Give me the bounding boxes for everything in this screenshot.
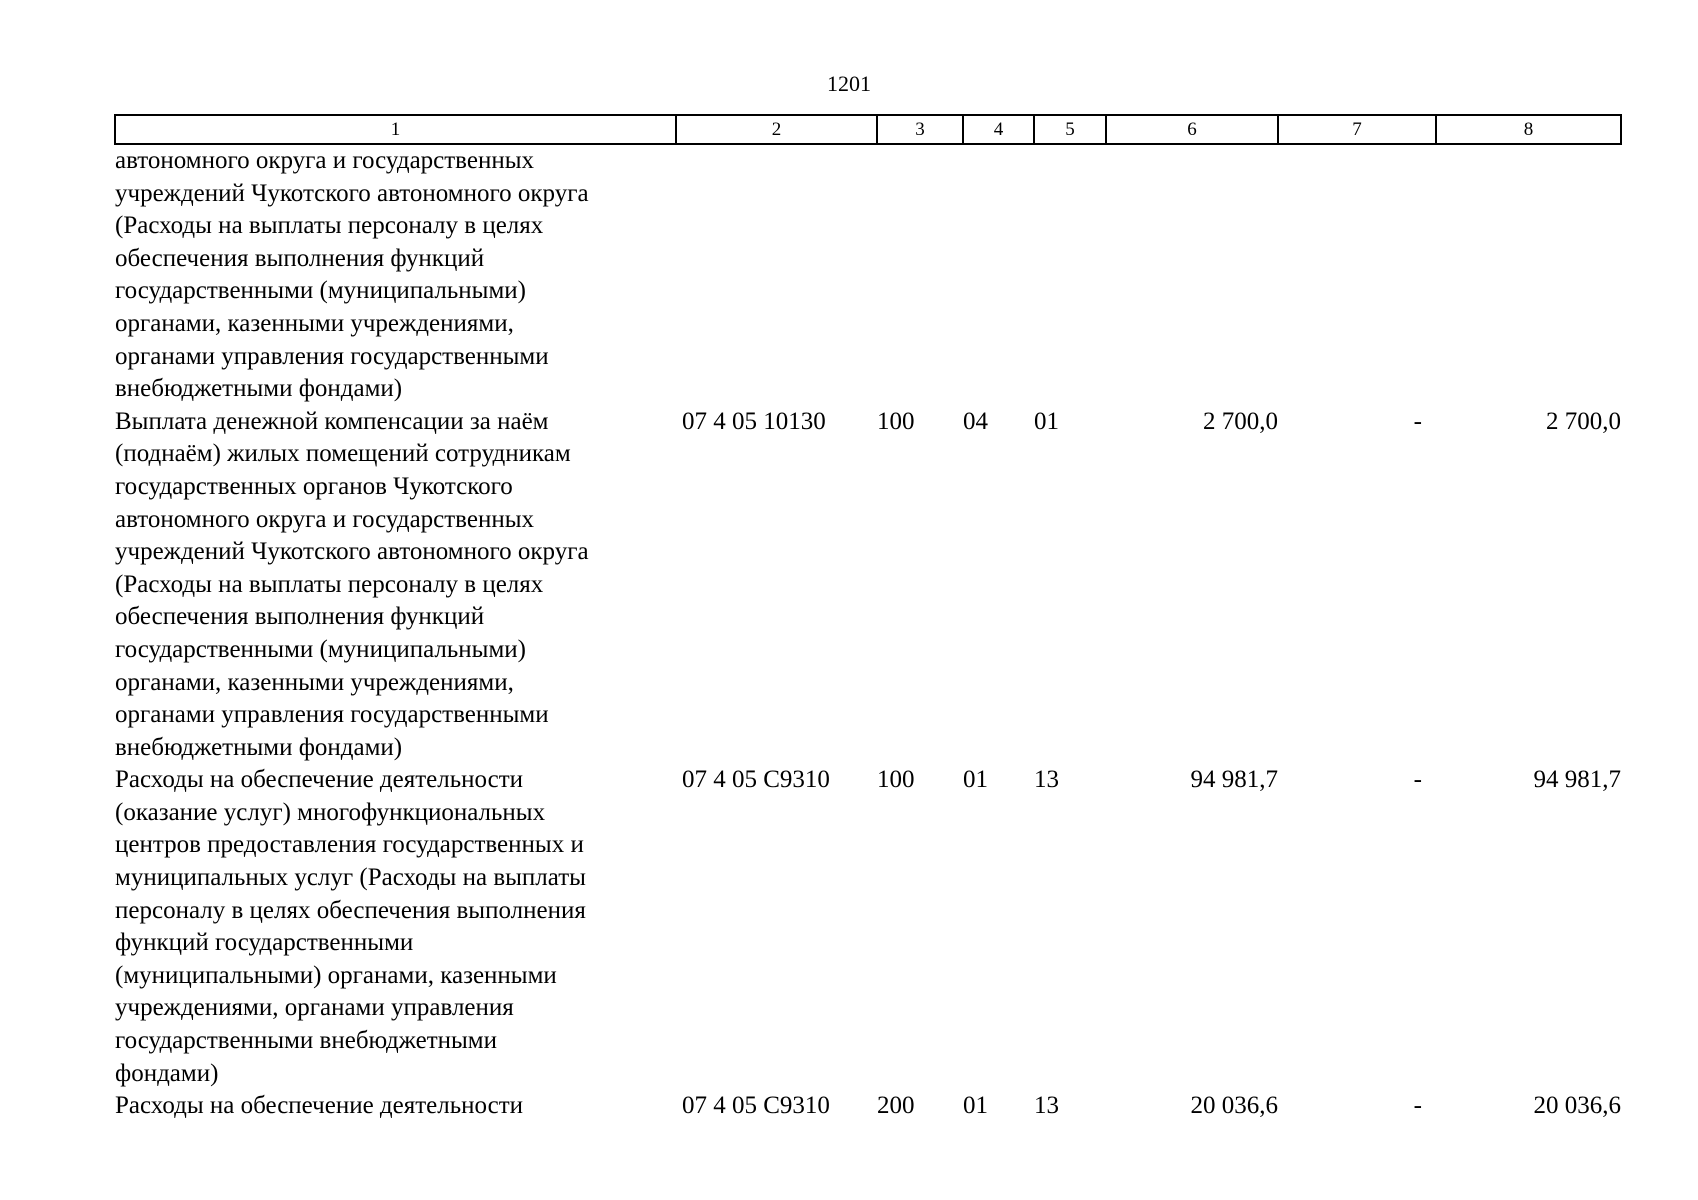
- row-section: 04: [963, 407, 988, 435]
- row-section: 01: [963, 1092, 988, 1120]
- row-subsection: 13: [1034, 1092, 1059, 1120]
- column-header-3: 3: [877, 115, 963, 144]
- header-row: [115, 115, 1621, 144]
- row-description: Расходы на обеспечение деятельности (оказание услуг) многофункциональных центров предоставления государственных и муниципальных услуг (Расходы на выплаты персоналу в целях обеспечения выполнения функций государственными (муниципальными) органами, казенными учреждениями, органами управления государственными внебюджетными фондами): [115, 766, 586, 1087]
- row-amount: 20 036,6: [1190, 1092, 1278, 1120]
- row-subsection: 13: [1034, 766, 1059, 794]
- row-expense-type: 100: [877, 766, 915, 794]
- row-change: -: [1413, 766, 1422, 794]
- column-header-5: 5: [1034, 115, 1106, 144]
- table-row: [115, 406, 1621, 765]
- table-body: [115, 144, 1621, 1123]
- table-header: [115, 115, 1621, 144]
- column-header-4: 4: [963, 115, 1034, 144]
- row-target-code: 07 4 05 С9310: [682, 766, 830, 794]
- row-expense-type: [877, 144, 963, 406]
- row-change: -: [1413, 407, 1422, 435]
- table-row: [115, 764, 1621, 1090]
- row-total: 2 700,0: [1546, 407, 1621, 435]
- row-section: 01: [963, 766, 988, 794]
- row-total: 94 981,7: [1533, 766, 1621, 794]
- column-header-2: 2: [676, 115, 877, 144]
- row-target-code: 07 4 05 С9310: [682, 1092, 830, 1120]
- row-expense-type: 200: [877, 1092, 915, 1120]
- row-change: -: [1413, 1092, 1422, 1120]
- row-section: [963, 144, 1034, 406]
- column-header-8: 8: [1436, 115, 1621, 144]
- row-total: [1436, 144, 1621, 406]
- row-expense-type: 100: [877, 407, 915, 435]
- row-description: Выплата денежной компенсации за наём (поднаём) жилых помещений сотрудникам государственных органов Чукотского автономного округа и государственных учреждений Чукотского автономного округа (Расходы на выплаты персоналу в целях обеспечения выполнения функций государственными (муниципальными) органами, казенными учреждениями, органами управления государственными внебюджетными фондами): [115, 407, 589, 761]
- column-header-1: 1: [115, 115, 676, 144]
- row-change: [1278, 144, 1436, 406]
- row-amount: 94 981,7: [1190, 766, 1278, 794]
- budget-table: [114, 114, 1622, 1123]
- row-subsection: [1034, 144, 1106, 406]
- row-total: 20 036,6: [1533, 1092, 1621, 1120]
- table-row: [115, 144, 1621, 406]
- row-description: Расходы на обеспечение деятельности: [115, 1092, 524, 1120]
- column-header-7: 7: [1278, 115, 1436, 144]
- row-target-code: 07 4 05 10130: [682, 407, 826, 435]
- column-header-6: 6: [1106, 115, 1278, 144]
- row-target-code: [676, 144, 877, 406]
- row-description: автономного округа и государственных учреждений Чукотского автономного округа (Расходы на выплаты персоналу в целях обеспечения выполнения функций государственными (муниципальными) органами, казенными учреждениями, органами управления государственными внебюджетными фондами): [115, 147, 589, 403]
- row-subsection: 01: [1034, 407, 1059, 435]
- page-number: 1201: [827, 71, 871, 96]
- row-amount: [1106, 144, 1278, 406]
- row-amount: 2 700,0: [1203, 407, 1278, 435]
- table-row: [115, 1090, 1621, 1123]
